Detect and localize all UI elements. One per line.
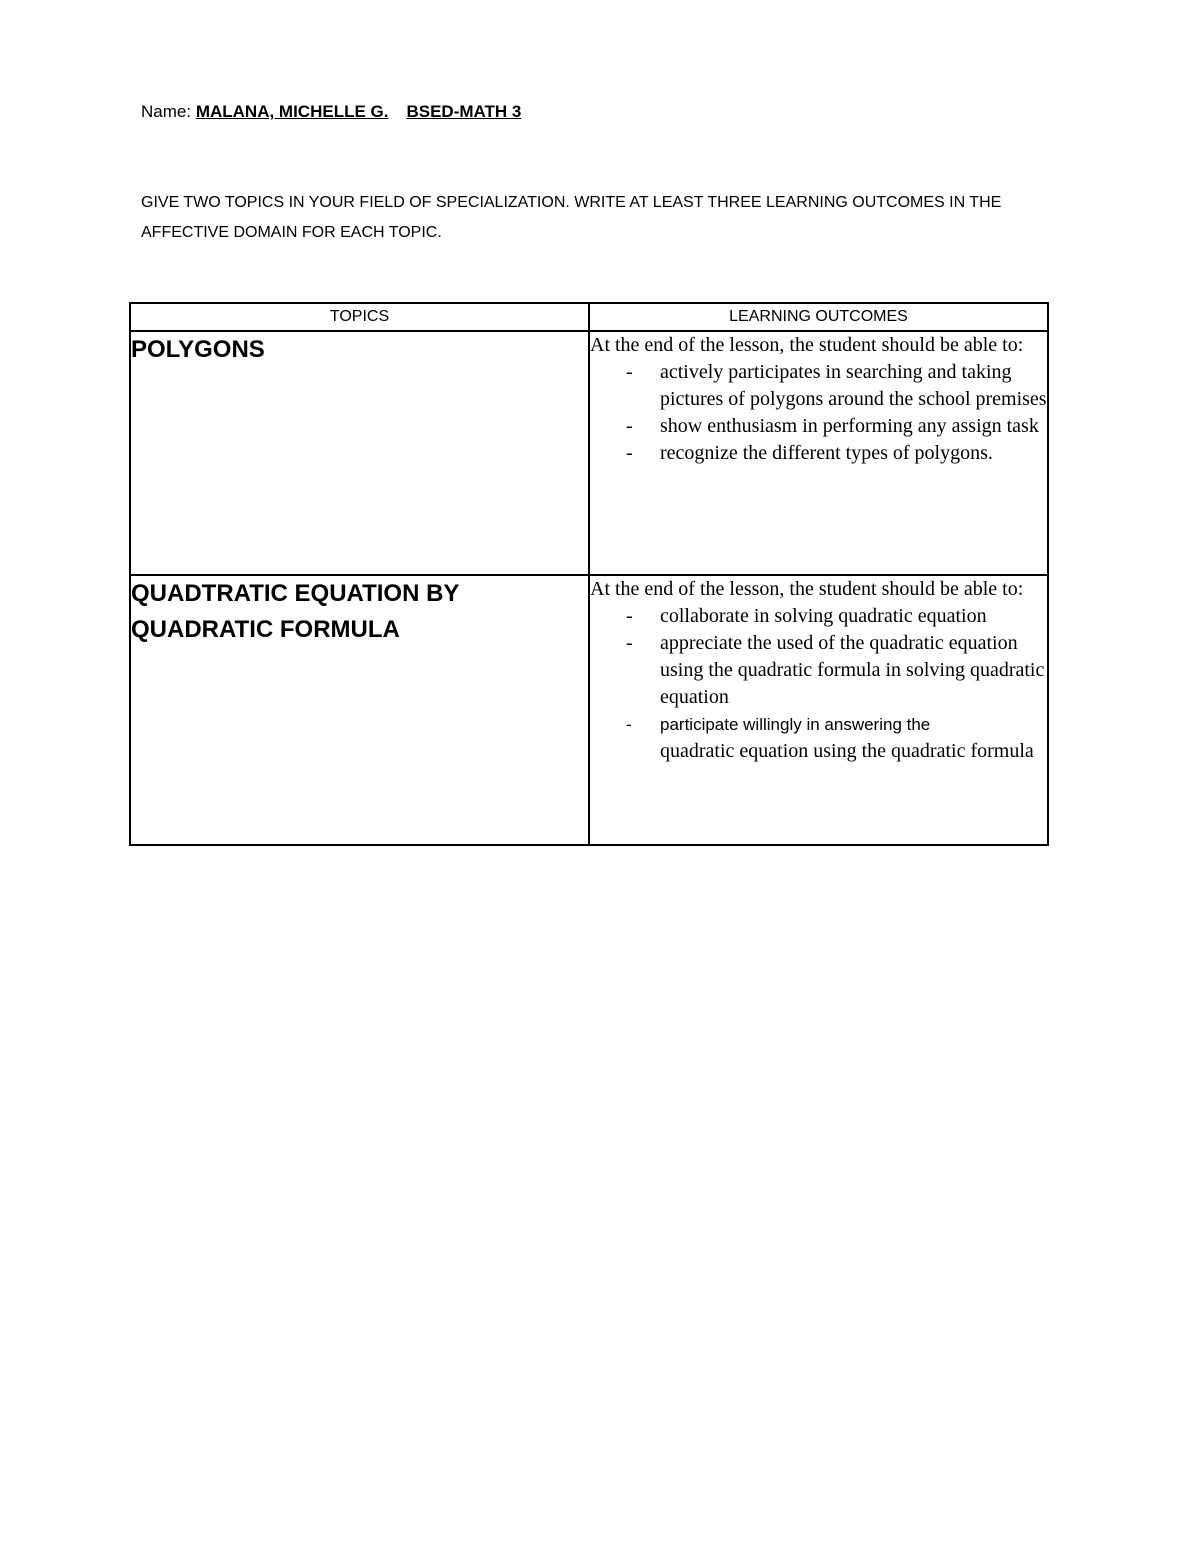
student-course: BSED-MATH 3 [406,102,522,121]
topic-cell: QUADTRATIC EQUATION BY QUADRATIC FORMULA [130,575,589,845]
list-item-first-line: participate willingly in answering the [660,715,931,734]
column-header-topics: TOPICS [130,303,589,331]
outcome-cell [589,331,1048,575]
column-header-learning-outcomes: LEARNING OUTCOMES [589,303,1048,331]
instructions-text: GIVE TWO TOPICS IN YOUR FIELD OF SPECIALIZATION. WRITE AT LEAST THREE LEARNING OUTCOMES IN THE AFFECTIVE DOMAIN FOR EACH TOPIC. [141,194,1002,241]
list-item: - recognize the different types of polygons. [660,440,1047,467]
outcome-intro: At the end of the lesson, the student should be able to: [590,578,1024,600]
list-item: - collaborate in solving quadratic equation [660,603,1047,630]
list-item [660,711,1047,765]
topic-cell: POLYGONS [130,331,589,575]
outcome-list [590,359,1047,467]
table-row [130,575,1048,845]
student-name-line [141,102,521,122]
table-row [130,331,1048,575]
table-header-row [130,303,1048,331]
list-item: - appreciate the used of the quadratic equation using the quadratic formula in solving quadratic equation [660,630,1047,711]
name-label: Name: [141,102,192,121]
student-name: MALANA, MICHELLE G. [195,102,389,121]
outcomes-table [129,302,1049,846]
list-item-rest: quadratic equation using the quadratic formula [660,740,1034,762]
list-item: - actively participates in searching and taking pictures of polygons around the school premises [660,359,1047,413]
list-item: - show enthusiasm in performing any assign task [660,413,1047,440]
outcome-intro: At the end of the lesson, the student should be able to: [590,334,1024,356]
outcome-list [590,603,1047,765]
outcome-cell [589,575,1048,845]
